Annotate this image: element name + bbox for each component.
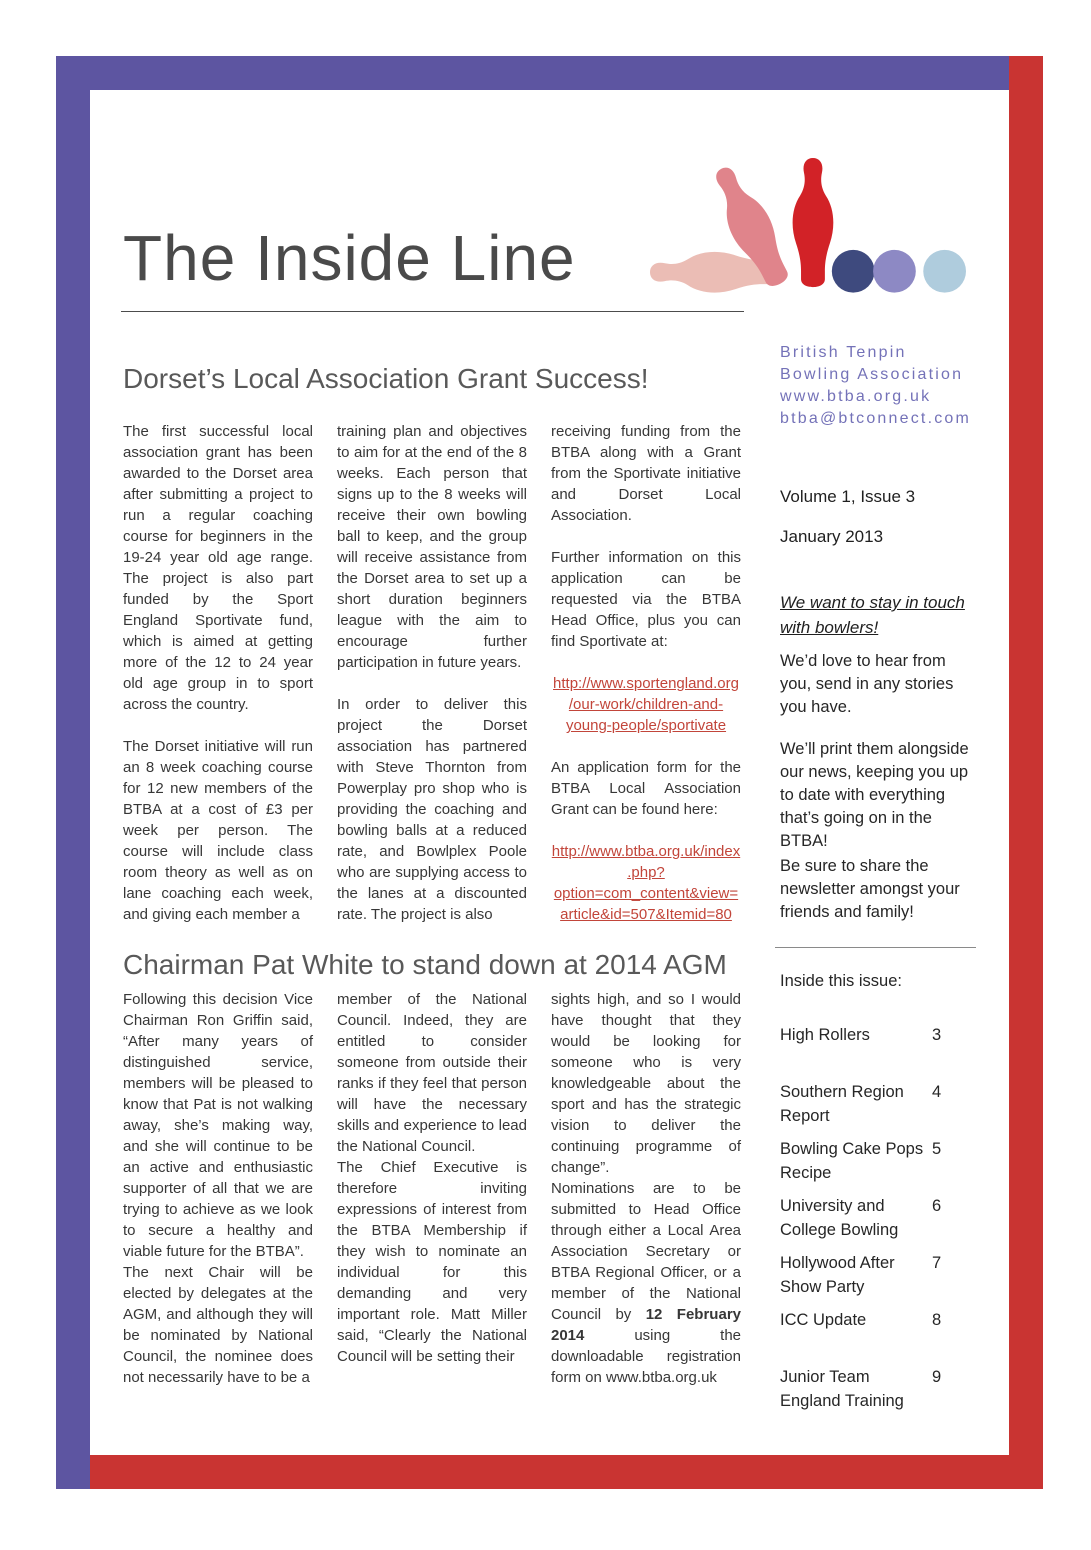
issue-date-label: January 2013 <box>780 527 884 546</box>
association-name-line: British Tenpin <box>780 344 907 361</box>
frame-right-bar <box>1009 56 1043 1489</box>
toc-item-label: Junior Team England Training <box>780 1368 904 1410</box>
table-of-contents <box>780 1023 976 1422</box>
article2-headline: Chairman Pat White to stand down at 2014 AGM <box>123 949 727 980</box>
article1-paragraph: The first successful local association grant has been awarded to the Dorset area after submitting a project to run a regular coaching course for beginners in the 19-24 year old age range. The project is also part funded by the Sport England Sportivate fund, which is aimed at getting more of the 12 to 24 year old age group in to sport across the country. <box>123 423 313 713</box>
article1-paragraph: receiving funding from the BTBA along with a Grant from the Sportivate initiative and Dorset Local Association. <box>551 423 741 524</box>
toc-item-label: Bowling Cake Pops Recipe <box>780 1140 924 1182</box>
toc-item-page: 7 <box>932 1254 942 1272</box>
nominations-text: using the downloadable registration form on www.btba.org.uk <box>551 1327 741 1386</box>
grant-form-link[interactable]: http://www.btba.org.uk/index.php?option=com_content&view=article&id=507&Itemid=80 <box>551 843 741 923</box>
toc-item <box>780 1308 976 1365</box>
bowling-ball-navy-icon <box>832 250 875 293</box>
article2-column-3 <box>551 989 741 1388</box>
newsletter-title: The Inside Line <box>123 222 576 294</box>
frame-bottom-bar <box>90 1455 1043 1489</box>
nominations-text: Nominations are to be submitted to Head Office through either a Local Area Association Secretary or BTBA Regional Officer, or a member of the National Council by <box>551 1180 741 1323</box>
masthead-divider <box>121 311 744 312</box>
article1-paragraph: training plan and objectives to aim for at the end of the 8 weeks. Each person that signs up to the 8 weeks will receive their own bowling ball to keep, and the group will receive assistance from the Dorset area to set up a short duration beginners league with the aim to encourage further participation in future years. <box>337 423 527 671</box>
toc-item-page: 9 <box>932 1368 942 1386</box>
toc-item-label: Southern Region Report <box>780 1083 904 1125</box>
toc-item <box>780 1365 976 1422</box>
stay-in-touch-paragraph: Be sure to share the newsletter amongst your friends and family! <box>780 857 960 921</box>
article1-column-2 <box>337 421 527 946</box>
article2-columns <box>123 989 741 1388</box>
stay-in-touch-paragraph: We’ll print them alongside our news, keeping you up to date with everything that’s going on in the BTBA! <box>780 740 969 850</box>
toc-item <box>780 1023 976 1080</box>
bowling-pins-icon <box>632 150 980 309</box>
article2-paragraph: Following this decision Vice Chairman Ron Griffin said, “After many years of distinguished service, members will be pleased to know that Pat is not walking away, she’s making way, and she will continue to be an active and enthusiastic supporter of all that we are trying to achieve as we look to secure a healthy and viable future for the BTBA”. <box>123 991 313 1260</box>
toc-item-page: 6 <box>932 1197 942 1215</box>
article2-column-2 <box>337 989 527 1388</box>
volume-issue-label: Volume 1, Issue 3 <box>780 487 916 506</box>
article2-paragraph: member of the National Council. Indeed, they are entitled to consider someone from outside their ranks if they feel that person will have the necessary skills and experience to lead the National Council. <box>337 991 527 1155</box>
toc-item <box>780 1251 976 1308</box>
toc-item-label: Hollywood After Show Party <box>780 1254 895 1296</box>
article2-column-1 <box>123 989 313 1388</box>
toc-item-page: 8 <box>932 1311 942 1329</box>
sidebar-divider <box>775 947 976 948</box>
toc-item <box>780 1080 976 1137</box>
article2-paragraph <box>551 1178 741 1388</box>
association-email: btba@btconnect.com <box>780 410 972 427</box>
article1-headline: Dorset’s Local Association Grant Success! <box>123 363 649 394</box>
article2-paragraph: The Chief Executive is therefore inviting expressions of interest from the BTBA Membership if they wish to nominate an individual for this demanding and very important role. Matt Miller said, “Clearly the National Council will be setting their <box>337 1159 527 1365</box>
toc-item-page: 5 <box>932 1140 942 1158</box>
nominations-deadline: 12 February 2014 <box>551 1306 741 1344</box>
toc-item-label: High Rollers <box>780 1026 870 1044</box>
frame-left-bar <box>56 56 90 1489</box>
toc-item-page: 4 <box>932 1083 942 1101</box>
toc-item-page: 3 <box>932 1026 942 1044</box>
bowling-ball-blue-icon <box>923 250 966 293</box>
article1-column-3 <box>551 421 741 946</box>
toc-item <box>780 1194 976 1251</box>
association-name-line: Bowling Association <box>780 366 964 383</box>
toc-item <box>780 1137 976 1194</box>
toc-item-label: ICC Update <box>780 1311 867 1329</box>
upright-pin-icon <box>793 158 834 287</box>
bowling-ball-purple-icon <box>873 250 916 293</box>
article1-paragraph: The Dorset initiative will run an 8 week coaching course for 12 new members of the BTBA at a cost of £3 per week per person. The course will include class room theory as well as on lane coaching each week, and giving each member a <box>123 738 313 923</box>
article1-columns <box>123 421 741 946</box>
sportivate-link[interactable]: http://www.sportengland.org/our-work/children-and-young-people/sportivate <box>553 675 739 734</box>
article1-column-1 <box>123 421 313 946</box>
stay-in-touch-paragraph: We’d love to hear from you, send in any stories you have. <box>780 652 954 716</box>
inside-this-issue-heading: Inside this issue: <box>780 972 902 990</box>
article2-paragraph: The next Chair will be elected by delegates at the AGM, and although they will be nominated by National Council, the nominee does not necessarily have to be a <box>123 1264 313 1386</box>
article1-paragraph: An application form for the BTBA Local Association Grant can be found here: <box>551 759 741 818</box>
article1-paragraph: Further information on this application can be requested via the BTBA Head Office, plus you can find Sportivate at: <box>551 549 741 650</box>
stay-in-touch-heading: We want to stay in touch with bowlers! <box>780 593 965 637</box>
association-website: www.btba.org.uk <box>780 388 932 405</box>
article2-paragraph: sights high, and so I would have thought that they would be looking for someone who is very knowledgeable about the sport and has the strategic vision to deliver the continuing programme of change”. <box>551 991 741 1176</box>
association-contact-block <box>780 342 976 430</box>
article1-paragraph: In order to deliver this project the Dorset association has partnered with Steve Thornton from Powerplay pro shop who is providing the coaching and bowling balls at a reduced rate, and Bowlplex Poole who are supplying access to the lanes at a discounted rate. The project is also <box>337 696 527 923</box>
toc-item-label: University and College Bowling <box>780 1197 899 1239</box>
frame-top-bar <box>56 56 1009 90</box>
